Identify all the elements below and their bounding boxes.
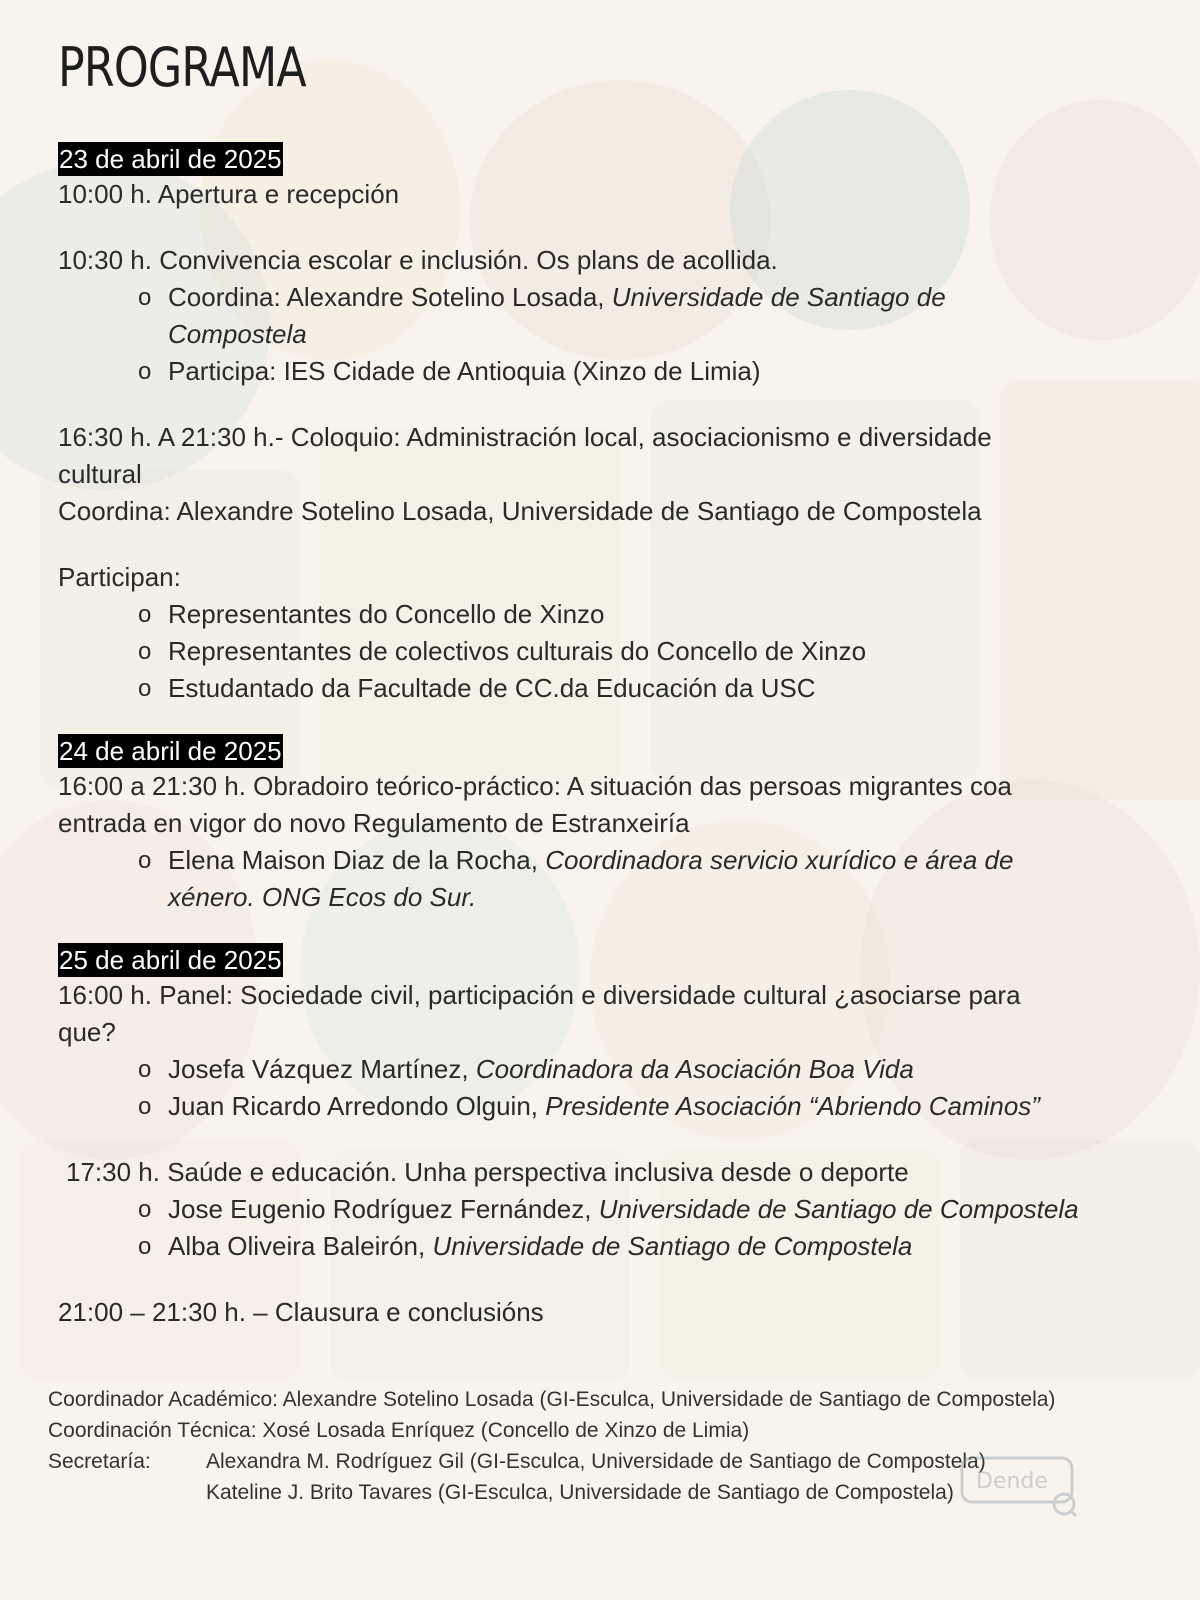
bullet-icon: o [138, 1196, 152, 1223]
secretary-label: Secretaría: [48, 1450, 151, 1473]
bullet-icon: o [138, 601, 152, 628]
coordinator-affiliation: Universidade de Santiago de [611, 282, 946, 312]
watermark-icon [956, 1452, 1078, 1518]
day-2-workshop-heading: 16:00 a 21:30 h. Obradoiro teórico-práctico: A situación das persoas migrantes coa [58, 771, 1012, 801]
day-3-panel-heading: 16:00 h. Panel: Sociedade civil, participación e diversidade cultural ¿asociarse para [58, 980, 1021, 1010]
day-1-session-1-heading: 10:30 h. Convivencia escolar e inclusión. Os plans de acollida. [58, 245, 778, 275]
list-item [58, 1088, 1168, 1125]
bullet-icon: o [138, 1093, 152, 1120]
bullet-icon: o [138, 1056, 152, 1083]
academic-coordinator: Coordinador Académico: Alexandre Sotelino Losada (GI-Esculca, Universidade de Santiago de Compostela) [48, 1388, 1056, 1411]
watermark-logo [956, 1452, 1078, 1518]
participants-label: Participan: [58, 562, 181, 592]
day-3-section [58, 941, 1168, 1331]
list-item: o Estudantado da Facultade de CC.da Educación da USC [58, 670, 1168, 707]
day-1-session-2-heading: 16:30 h. A 21:30 h.- Coloquio: Administración local, asociacionismo e diversidade [58, 422, 992, 452]
list-item [58, 1191, 1168, 1228]
secretary-line-2: Kateline J. Brito Tavares (GI-Esculca, Universidade de Santiago de Compostela) [206, 1481, 954, 1504]
day-1-date: 23 de abril de 2025 [59, 144, 282, 174]
speaker-affiliation: Coordinadora da Asociación Boa Vida [475, 1054, 914, 1084]
list-item [58, 1051, 1168, 1088]
page-title: PROGRAMA [58, 36, 306, 99]
participant-text: Participa: IES Cidade de Antioquia (Xinzo de Limia) [168, 356, 761, 386]
technical-coordinator: Coordinación Técnica: Xosé Losada Enríquez (Concello de Xinzo de Limia) [48, 1419, 750, 1442]
speaker-name: Jose Eugenio Rodríguez Fernández, [168, 1194, 599, 1224]
day-2-section [58, 732, 1168, 916]
day-3-panel-heading-cont: que? [58, 1017, 116, 1047]
day-3-health-heading: 17:30 h. Saúde e educación. Unha perspectiva inclusiva desde o deporte [66, 1157, 909, 1187]
list-item [58, 842, 1168, 916]
coordinator-affiliation-cont: Compostela [168, 319, 307, 349]
coordinator-name: Coordina: Alexandre Sotelino Losada, [168, 282, 612, 312]
bullet-icon: o [138, 638, 152, 665]
watermark-text: Dende [976, 1469, 1048, 1494]
speaker-name: Elena Maison Diaz de la Rocha, [168, 845, 546, 875]
speaker-affiliation: Coordinadora servicio xurídico e área de [545, 845, 1014, 875]
speaker-affiliation: Presidente Asociación “Abriendo Caminos” [545, 1091, 1040, 1121]
program-content [58, 140, 1168, 1331]
day-1-section [58, 140, 1168, 707]
speaker-affiliation: Universidade de Santiago de Compostela [432, 1231, 913, 1261]
list-item [58, 353, 1168, 390]
speaker-affiliation: Universidade de Santiago de Compostela [598, 1194, 1079, 1224]
bullet-icon: o [138, 358, 152, 385]
bullet-icon: o [138, 847, 152, 874]
day-3-date: 25 de abril de 2025 [59, 945, 282, 975]
day-3-closing: 21:00 – 21:30 h. – Clausura e conclusións [58, 1297, 544, 1327]
speaker-name: Juan Ricardo Arredondo Olguin, [168, 1091, 546, 1121]
list-item [58, 279, 1168, 353]
secretary-line-1: Secretaría: Alexandra M. Rodríguez Gil (GI-Esculca, Universidade de Santiago de Compostela) [48, 1446, 1178, 1477]
bullet-icon: o [138, 675, 152, 702]
day-2-workshop-heading-cont: entrada en vigor do novo Regulamento de Estranxeiría [58, 808, 690, 838]
speaker-name: Alba Oliveira Baleirón, [168, 1231, 433, 1261]
speaker-name: Josefa Vázquez Martínez, [168, 1054, 476, 1084]
day-2-date: 24 de abril de 2025 [59, 736, 282, 766]
day-1-opening: 10:00 h. Apertura e recepción [58, 179, 400, 209]
day-1-session-2-heading-cont: cultural [58, 459, 142, 489]
speaker-affiliation-cont: xénero. ONG Ecos do Sur. [168, 882, 477, 912]
list-item [58, 1228, 1168, 1265]
list-item: o Representantes de colectivos culturais do Concello de Xinzo [58, 633, 1168, 670]
bullet-icon: o [138, 284, 152, 311]
day-1-session-2-coordinator: Coordina: Alexandre Sotelino Losada, Universidade de Santiago de Compostela [58, 496, 982, 526]
bullet-icon: o [138, 1233, 152, 1260]
list-item: o Representantes do Concello de Xinzo [58, 596, 1168, 633]
